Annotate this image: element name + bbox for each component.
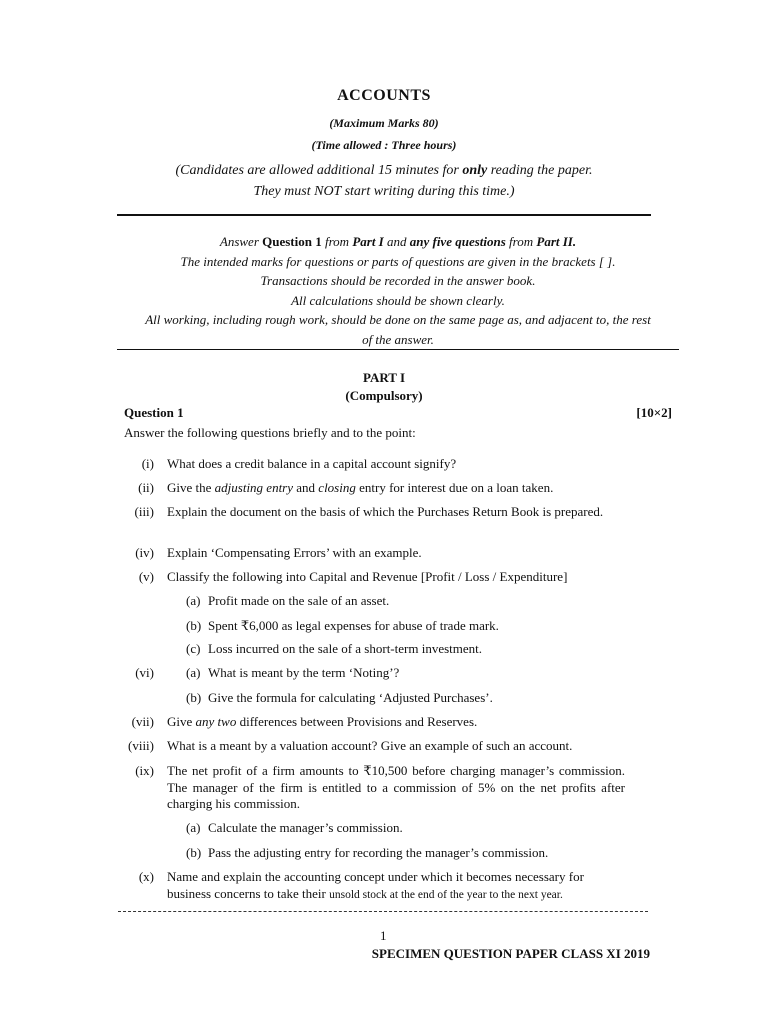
instr-1h: Part II. xyxy=(536,234,577,249)
item-text: The net profit of a firm amounts to ₹10,500 before charging manager’s commission. The manager of the firm is entitled to a commission of 5% on the net profits after charging his commission. xyxy=(167,763,625,811)
item-number: (v) xyxy=(138,569,154,584)
sub-item: (c) Loss incurred on the sale of a short-term investment. xyxy=(186,641,483,656)
instr-line5: All working, including rough work, should be done on the same page as, and adjacent to, the rest xyxy=(145,312,651,327)
item-text: Give any two differences between Provisions and Reserves. xyxy=(167,714,478,729)
sub-item: (b) Give the formula for calculating ‘Adjusted Purchases’. xyxy=(186,690,493,705)
instr-1f: any five questions xyxy=(409,234,506,249)
item-number: (vii) xyxy=(131,714,154,729)
paper-title: ACCOUNTS xyxy=(337,87,431,104)
question-marks: [10×2] xyxy=(636,405,672,420)
item-number: (ix) xyxy=(135,763,154,778)
question-label: Question 1 xyxy=(124,405,184,420)
instructions-block xyxy=(117,232,679,349)
question-header xyxy=(124,405,672,421)
sub-item: (a) Profit made on the sale of an asset. xyxy=(186,593,390,608)
instr-line6: of the answer. xyxy=(362,331,434,347)
part-title: PART I xyxy=(362,370,406,385)
note-line1-c: reading the paper. xyxy=(487,163,593,178)
item-number: (vi) xyxy=(135,665,154,680)
instr-line4: All calculations should be shown clearly. xyxy=(291,292,505,308)
instr-1b: Question 1 xyxy=(262,234,322,249)
sub-item: (a) Calculate the manager’s commission. xyxy=(186,820,403,835)
part-subtitle: (Compulsory) xyxy=(345,388,423,403)
instr-line3: Transactions should be recorded in the answer book. xyxy=(260,273,536,288)
question-intro: Answer the following questions briefly and to the point: xyxy=(124,425,416,440)
time-allowed: (Time allowed : Three hours) xyxy=(311,138,457,152)
item-text: Classify the following into Capital and Revenue [Profit / Loss / Expenditure] xyxy=(167,569,568,584)
sub-item: (b) Pass the adjusting entry for recording the manager’s commission. xyxy=(186,845,549,860)
instr-1a: Answer xyxy=(219,234,263,249)
note-emphasis: only xyxy=(462,163,488,178)
item-text: What does a credit balance in a capital account signify? xyxy=(167,456,457,471)
instr-1e: and xyxy=(383,234,410,249)
instr-line2: The intended marks for questions or parts of questions are given in the brackets [ ]. xyxy=(180,253,616,269)
instr-1c: from xyxy=(321,234,353,249)
item-text: Explain the document on the basis of which the Purchases Return Book is prepared. xyxy=(167,504,604,519)
item-text: Explain ‘Compensating Errors’ with an example. xyxy=(167,545,422,560)
note-line1-a: (Candidates are allowed additional 15 minutes for xyxy=(175,163,463,178)
instr-1d: Part I xyxy=(352,234,384,249)
footer-divider xyxy=(118,911,648,912)
note-line2: They must NOT start writing during this time.) xyxy=(253,184,515,199)
item-text: Name and explain the accounting concept under which it becomes necessary for business concerns to take their unsold stock at the end of the year to the next year. xyxy=(167,869,584,901)
footer-title: SPECIMEN QUESTION PAPER CLASS XI 2019 xyxy=(371,946,650,961)
instr-1g: from xyxy=(505,234,537,249)
item-number: (iv) xyxy=(135,545,154,560)
page-number: 1 xyxy=(380,928,387,943)
item-number: (iii) xyxy=(134,504,154,519)
instructions-rule xyxy=(117,349,679,350)
item-number: (ii) xyxy=(138,480,154,495)
item-number: (x) xyxy=(138,869,154,884)
sub-item: (b) Spent ₹6,000 as legal expenses for abuse of trade mark. xyxy=(186,618,499,633)
item-number: (i) xyxy=(141,456,154,471)
part-heading xyxy=(0,369,768,405)
item-text: Give the adjusting entry and closing entry for interest due on a loan taken. xyxy=(167,480,554,495)
sub-item: (a) What is meant by the term ‘Noting’? xyxy=(186,665,400,680)
max-marks: (Maximum Marks 80) xyxy=(329,116,439,130)
item-text: What is a meant by a valuation account? Give an example of such an account. xyxy=(167,738,573,753)
reading-time-note xyxy=(0,160,768,202)
item-number: (viii) xyxy=(128,738,154,753)
header-rule xyxy=(117,214,651,216)
